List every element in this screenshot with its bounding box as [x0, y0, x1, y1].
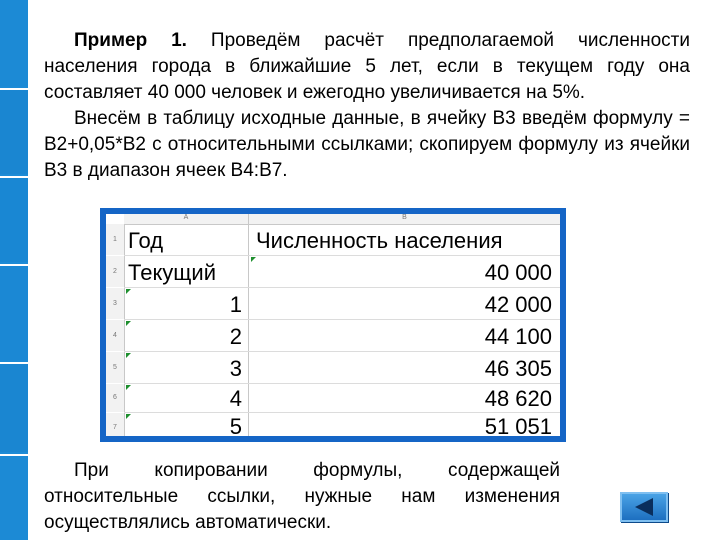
instruction-text: Внесём в таблицу исходные данные, в ячейку B3 введём формулу = B2+0,05*B2 с относительными ссылками; скопируем формулу из ячейки B3 в диапазон ячеек B4:B7.	[44, 108, 690, 181]
left-decorative-stripe	[0, 0, 28, 540]
spreadsheet-image	[100, 208, 566, 442]
cell-b5: 46 305	[484, 356, 552, 381]
row-number: 3	[106, 288, 125, 319]
cell-b2: 40 000	[484, 260, 552, 285]
stripe-segment	[0, 176, 28, 262]
row-number: 6	[106, 384, 125, 412]
row-divider	[124, 255, 560, 256]
row-number: 4	[106, 320, 125, 351]
spreadsheet-grid	[106, 214, 560, 436]
row-divider	[124, 383, 560, 384]
cell-a3: 1	[229, 292, 242, 317]
row-number: 1	[106, 224, 125, 255]
row-number: 7	[106, 413, 125, 436]
row-divider	[124, 319, 560, 320]
stripe-segment	[0, 0, 28, 86]
conclusion-text: При копировании формулы, содержащей относительные ссылки, нужные нам изменения осуществлялись автоматически.	[44, 460, 560, 533]
row-divider	[124, 287, 560, 288]
stripe-segment	[0, 88, 28, 174]
row-divider	[124, 351, 560, 352]
cell-a7: 5	[229, 414, 242, 436]
cell-b4: 44 100	[484, 324, 552, 349]
stripe-segment	[0, 264, 28, 360]
cell-a5: 3	[229, 356, 242, 381]
conclusion-paragraph	[44, 458, 560, 536]
row-number: 2	[106, 256, 125, 287]
cell-a6: 4	[229, 386, 242, 411]
cell-b6: 48 620	[484, 386, 552, 411]
left-arrow-icon	[633, 497, 655, 517]
cell-b3: 42 000	[484, 292, 552, 317]
column-header-a: A	[124, 214, 249, 225]
instruction-paragraph	[44, 106, 690, 184]
stripe-segment	[0, 362, 28, 452]
cell-a4: 2	[229, 324, 242, 349]
cell-a2: Текущий	[128, 260, 216, 285]
column-header-b: B	[249, 214, 560, 225]
row-divider	[124, 412, 560, 413]
row-number: 5	[106, 352, 125, 383]
cell-b7: 51 051	[484, 414, 552, 436]
stripe-segment	[0, 454, 28, 540]
back-button[interactable]	[620, 492, 668, 522]
example-label: Пример 1.	[74, 30, 187, 51]
example-text: Проведём расчёт предполагаемой численности населения города в ближайшие 5 лет, если в текущем году она составляет 40 000 человек и ежегодно увеличивается на 5%.	[44, 30, 690, 103]
example-paragraph	[44, 28, 690, 106]
cell-a1: Год	[128, 228, 164, 253]
cell-b1: Численность населения	[256, 228, 503, 253]
